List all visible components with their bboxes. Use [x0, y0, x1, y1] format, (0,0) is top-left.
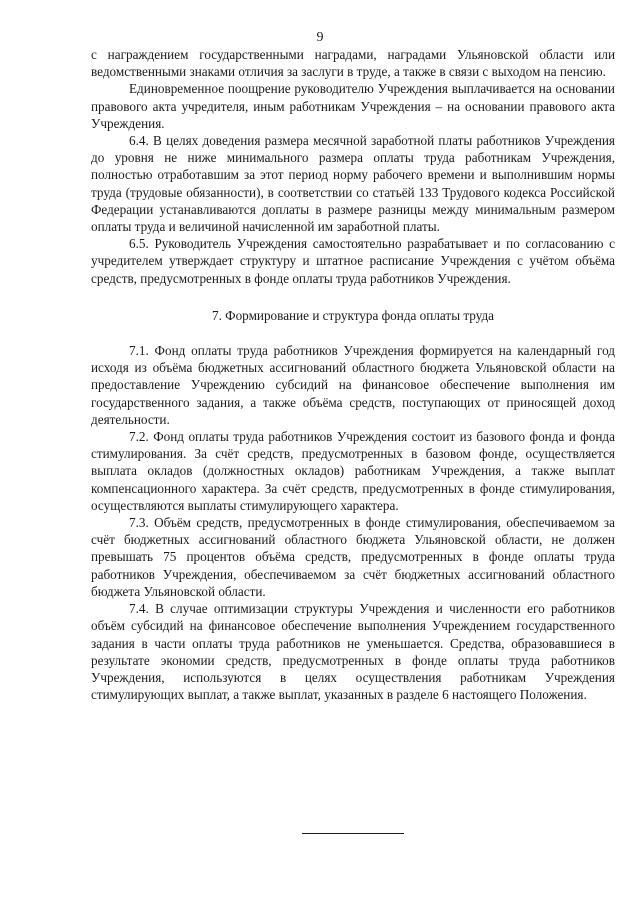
- paragraph-one-time-bonus: Единовременное поощрение руководителю Учреждения выплачивается на основании правового акта учредителя, иным работникам Учреждения – на основании правового акта Учреждения.: [91, 81, 615, 131]
- page-number: 9: [316, 30, 324, 45]
- paragraph-7-1: 7.1. Фонд оплаты труда работников Учреждения формируется на календарный год исходя из объёма бюджетных ассигнований областного бюджета Ульяновской области на предоставление Учреждению субсидий на финансовое обеспечение выполнения им государственного задания, а также объёма средств, поступающих от приносящей доход деятельности.: [91, 343, 615, 427]
- paragraph-7-3: 7.3. Объём средств, предусмотренных в фонде стимулирования, обеспечиваемом за счёт бюджетных ассигнований областного бюджета Ульяновской области, не должен превышать 75 процентов объёма средств, предусмотренных в фонде оплаты труда работников Учреждения, обеспечиваемом за счёт бюджетных ассигнований областного бюджета Ульяновской области.: [91, 515, 615, 599]
- section-title: 7. Формирование и структура фонда оплаты труда: [211, 307, 495, 323]
- paragraph-7-4: 7.4. В случае оптимизации структуры Учреждения и численности его работников объём субсидий на финансовое обеспечение выполнения Учреждением государственного задания в части оплаты труда работников не уменьшается. Средства, образовавшиеся в результате экономии средств, предусмотренных в фонде оплаты труда работников Учреждения, используются в целях осуществления работникам Учреждения стимулирующих выплат, а также выплат, указанных в разделе 6 настоящего Положения.: [91, 601, 615, 703]
- end-rule: [302, 833, 404, 834]
- paragraph-continuation: с награждением государственными наградами, наградами Ульяновской области или ведомственными знаками отличия за заслуги в труде, а также в связи с выходом на пенсию.: [91, 47, 615, 80]
- paragraph-6-4: 6.4. В целях доведения размера месячной заработной платы работников Учреждения до уровня не ниже минимального размера оплаты труда работникам Учреждения, полностью отработавшим за этот период норму рабочего времени и выполнившим нормы труда (трудовые обязанности), в соответствии со статьёй 133 Трудового кодекса Российской Федерации устанавливаются доплаты в размере разницы между минимальным размером оплаты труда и величиной начисленной им заработной платы.: [91, 133, 615, 235]
- paragraph-7-2: 7.2. Фонд оплаты труда работников Учреждения состоит из базового фонда и фонда стимулирования. За счёт средств, предусмотренных в базовом фонде, осуществляется выплата окладов (должностных окладов) работникам Учреждения, а также выплат компенсационного характера. За счёт средств, предусмотренных в фонде стимулирования, осуществляются выплаты стимулирующего характера.: [91, 429, 615, 513]
- document-body: [91, 46, 615, 703]
- paragraph-6-5: 6.5. Руководитель Учреждения самостоятельно разрабатывает и по согласованию с учредителем утверждает структуру и штатное расписание Учреждения с учётом объёма средств, предусмотренных в фонде оплаты труда работников Учреждения.: [91, 236, 615, 286]
